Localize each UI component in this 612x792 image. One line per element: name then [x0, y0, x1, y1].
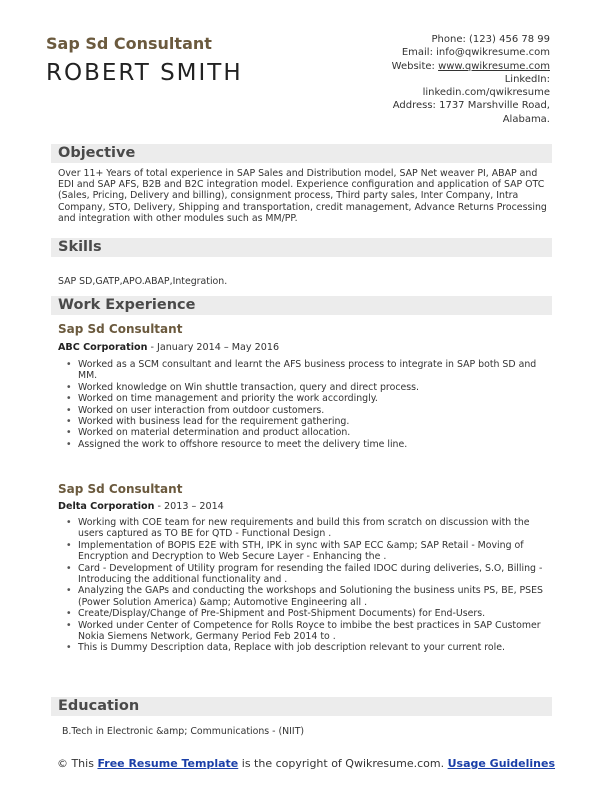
list-item: • Implementation of BOPIS E2E with STH, IPK in sync with SAP ECC &amp; SAP Retail - Moving of Encryption and Decryption to Web Secure Layer - Enhancing the . — [58, 540, 552, 563]
header-job-title: Sap Sd Consultant — [46, 34, 212, 53]
job-1-bullets — [58, 359, 552, 450]
education-heading: Education — [58, 698, 140, 714]
contact-linkedin-url: linkedin.com/qwikresume — [422, 87, 550, 99]
objective-section-header — [51, 144, 552, 163]
job-2-dates: - 2013 – 2014 — [154, 501, 224, 512]
job-1-company: ABC Corporation — [58, 342, 148, 353]
job-2-company: Delta Corporation — [58, 501, 155, 512]
work-section-header — [51, 296, 552, 315]
contact-block — [300, 33, 550, 126]
contact-phone: Phone: (123) 456 78 99 — [431, 34, 550, 45]
job-1-role: Sap Sd Consultant — [58, 322, 183, 336]
footer-middle: is the copyright of Qwikresume.com. — [238, 757, 448, 770]
contact-linkedin-label: LinkedIn: — [504, 73, 550, 85]
list-item: • Working with COE team for new requirements and build this from scratch on discussion with the users captured as TO BE for QTD - Functional Design . — [58, 517, 552, 540]
list-item: • Worked on user interaction from outdoor customers. — [58, 405, 552, 416]
list-item: • Worked as a SCM consultant and learnt the AFS business process to integrate in SAP both SD and MM. — [58, 359, 552, 382]
job-1-dates: - January 2014 – May 2016 — [147, 342, 280, 353]
usage-guidelines-link[interactable]: Usage Guidelines — [447, 757, 556, 770]
contact-address-line1: Address: 1737 Marshville Road, — [392, 100, 550, 112]
work-heading: Work Experience — [58, 297, 196, 313]
list-item: • Assigned the work to offshore resource to meet the delivery time line. — [58, 439, 552, 450]
job-1-company-line — [58, 342, 279, 353]
list-item: • Worked under Center of Competence for Rolls Royce to imbibe the best practices in SAP Customer Nokia Siemens Network, Germany Period Feb 2014 to . — [58, 620, 552, 643]
footer-prefix: © This — [56, 757, 98, 770]
footer — [0, 757, 612, 770]
list-item: • Analyzing the GAPs and conducting the workshops and Solutioning the business units PS, BE, PSES (Power Solution America) &amp; Automotive Engineering all . — [58, 585, 552, 608]
website-label: Website: — [391, 60, 439, 72]
job-2-role: Sap Sd Consultant — [58, 482, 183, 496]
education-section-header — [51, 697, 552, 716]
candidate-name: ROBERT SMITH — [46, 60, 243, 86]
contact-email: Email: info@qwikresume.com — [401, 47, 550, 59]
website-link[interactable]: www.qwikresume.com — [438, 60, 550, 72]
objective-heading: Objective — [58, 145, 136, 161]
free-resume-template-link[interactable]: Free Resume Template — [97, 757, 239, 770]
list-item: • Create/Display/Change of Pre-Shipment and Post-Shipment Documents) for End-Users. — [58, 608, 552, 619]
skills-section-header — [51, 238, 552, 257]
job-2-bullets — [58, 517, 552, 654]
list-item: • Card - Development of Utility program for resending the failed IDOC during deliveries, S.O, Billing - Introducing the additional functionality and . — [58, 563, 552, 586]
list-item: • Worked with business lead for the requirement gathering. — [58, 416, 552, 427]
contact-website — [300, 60, 550, 73]
skills-text: SAP SD,GATP,APO.ABAP,Integration. — [58, 276, 228, 287]
skills-heading: Skills — [58, 239, 102, 255]
list-item: • Worked knowledge on Win shuttle transaction, query and direct process. — [58, 382, 552, 393]
job-2-company-line — [58, 501, 224, 512]
contact-address-line2: Alabama. — [502, 113, 550, 125]
objective-text: Over 11+ Years of total experience in SAP Sales and Distribution model, SAP Net weaver PI, ABAP and EDI and SAP AFS, B2B and B2C integration model. Experience configuration and application of SAP OTC (Sales, Pricing, Delivery and billing), consignment process, Third party sales, Inter Company, Intra Company, STO, Delivery, Shipping and transportation, credit management, Advance Returns Processing and integration with other modules such as MM/PP. — [58, 168, 547, 224]
list-item: • Worked on time management and priority the work accordingly. — [58, 393, 552, 404]
list-item: • Worked on material determination and product allocation. — [58, 427, 552, 438]
list-item: • This is Dummy Description data, Replace with job description relevant to your current role. — [58, 642, 552, 653]
education-text: B.Tech in Electronic &amp; Communications - (NIIT) — [62, 726, 305, 737]
